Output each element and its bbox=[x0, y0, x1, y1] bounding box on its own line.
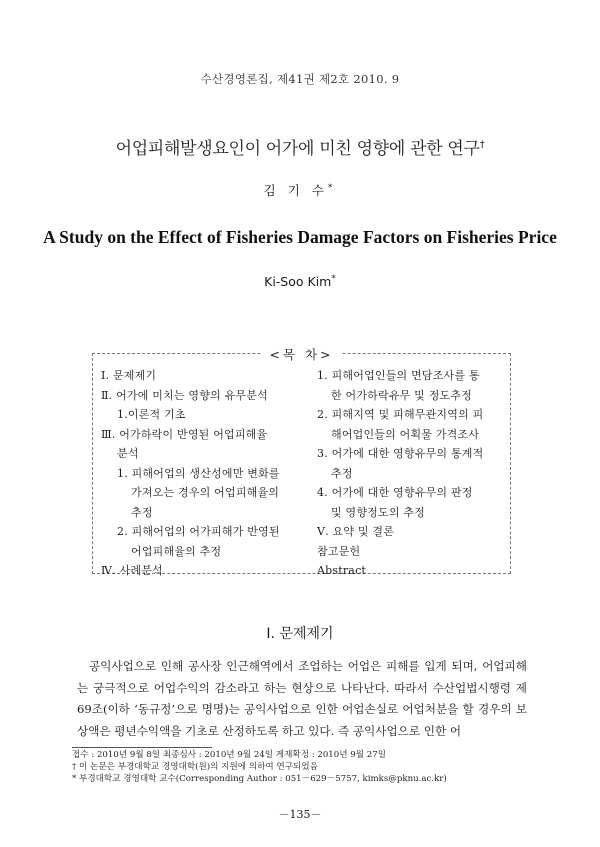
korean-title bbox=[0, 134, 600, 159]
toc-item: 어업피해율의 추정 bbox=[131, 544, 222, 558]
journal-header: 수산경영론집, 제41권 제2호 2010. 9 bbox=[200, 72, 400, 86]
body-text bbox=[77, 656, 527, 742]
page-number: －135－ bbox=[278, 808, 322, 821]
toc-right-column bbox=[317, 366, 507, 581]
korean-author bbox=[0, 181, 600, 199]
toc-item: 1. 피해어업인들의 면담조사를 통 bbox=[317, 369, 480, 382]
section-heading: Ⅰ. 문제제기 bbox=[266, 626, 334, 642]
footnote-divider bbox=[72, 747, 212, 748]
toc-heading-text: <목 차> bbox=[261, 347, 341, 362]
toc-item: 2. 피해지역 및 피해무관지역의 피 bbox=[317, 408, 484, 421]
toc-heading bbox=[93, 345, 510, 363]
korean-author-name: 김 기 수 bbox=[263, 183, 328, 198]
toc-item: Ⅰ. 문제제기 bbox=[101, 369, 157, 382]
toc-item: 1. 피해어업의 생산성에만 변화를 bbox=[117, 466, 280, 480]
author-asterisk: * bbox=[327, 182, 337, 193]
table-of-contents bbox=[92, 347, 511, 577]
footnotes bbox=[72, 749, 532, 785]
english-author-asterisk: * bbox=[331, 274, 336, 284]
english-author bbox=[0, 274, 600, 289]
toc-item: 한 어가하락유무 및 정도추정 bbox=[331, 388, 473, 402]
toc-item: Ⅴ. 요약 및 결론 bbox=[317, 525, 395, 538]
english-title: A Study on the Effect of Fisheries Damage Factors on Fisheries Price bbox=[43, 227, 557, 247]
toc-item: 추정 bbox=[131, 505, 153, 519]
toc-item: 참고문헌 bbox=[317, 544, 361, 558]
toc-item: Ⅳ. 사례분석 bbox=[101, 564, 163, 577]
toc-item: Ⅱ. 어가에 미치는 영향의 유무분석 bbox=[101, 388, 268, 402]
toc-item: Abstract bbox=[317, 564, 367, 577]
toc-item: 해어업인들의 어획물 가격조사 bbox=[331, 427, 480, 441]
toc-item: 4. 어가에 대한 영향유무의 판정 bbox=[317, 486, 473, 499]
toc-item: 가져오는 경우의 어업피해율의 bbox=[131, 486, 280, 499]
toc-item: 2. 피해어업의 어가피해가 반영된 bbox=[117, 525, 280, 538]
toc-item: 추정 bbox=[331, 466, 353, 480]
footnote-author-affiliation: * 부경대학교 경영대학 교수(Corresponding Author : 051－629－5757, kimks@pknu.ac.kr) bbox=[72, 774, 447, 784]
toc-item: 3. 어가에 대한 영향유무의 통계적 bbox=[317, 447, 484, 460]
body-paragraph: 공익사업으로 인해 공사장 인근해역에서 조업하는 어업은 피해를 입게 되며, 어업피해는 궁극적으로 어업수익의 감소라고 하는 현상으로 나타난다. 따라서 수산업법시행령 제 69조(이하 ‘동규정’으로 명명)는 공익사업으로 인한 어업손실로 어업처분을 할 경우의 보상액은 평년수익액을 기초로 산정하도록 하고 있다. 즉 공익사업으로 인한 어 bbox=[77, 659, 527, 738]
english-author-name: Ki-Soo Kim bbox=[264, 274, 332, 290]
toc-item: Ⅲ. 어가하락이 반영된 어업피해율 bbox=[101, 427, 268, 441]
toc-item: 및 영향정도의 추정 bbox=[331, 505, 426, 519]
footnote-funding: † 이 논문은 부경대학교 경영대학(원)의 지원에 의하여 연구되었음 bbox=[72, 762, 318, 772]
title-dagger-mark: † bbox=[479, 139, 485, 151]
korean-title-text: 어업피해발생요인이 어가에 미친 영향에 관한 연구 bbox=[115, 139, 480, 159]
toc-item: 분석 bbox=[117, 447, 139, 460]
toc-item: 1.이론적 기초 bbox=[117, 408, 186, 421]
footnote-received-dates: 접수 : 2010년 9월 8일 최종심사 : 2010년 9월 24일 게재확정 : 2010년 9월 27일 bbox=[72, 750, 387, 760]
toc-left-column bbox=[101, 366, 307, 581]
